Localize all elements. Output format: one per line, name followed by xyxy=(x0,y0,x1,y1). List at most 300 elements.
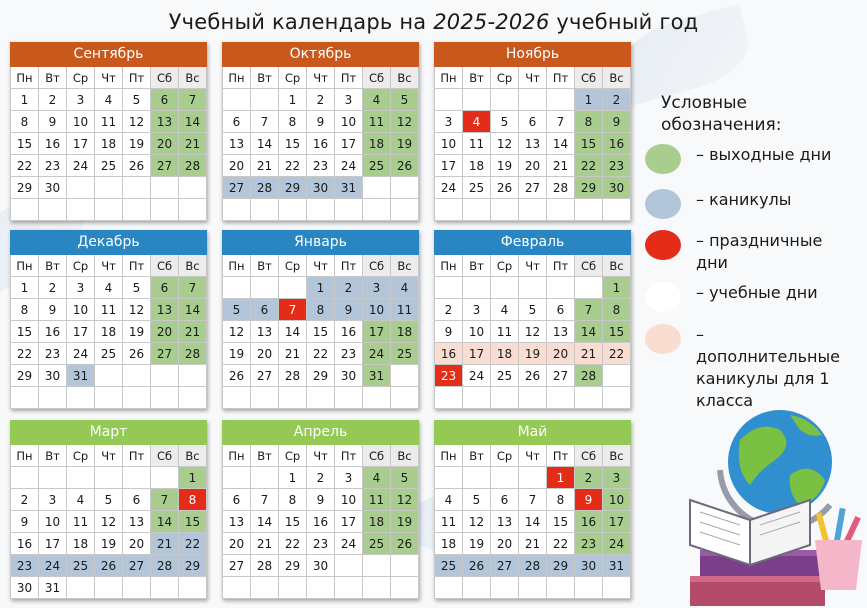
empty-cell xyxy=(463,89,491,111)
day-cell: 26 xyxy=(95,555,123,577)
empty-cell xyxy=(519,577,547,599)
day-cell: 23 xyxy=(307,533,335,555)
day-cell: 24 xyxy=(67,343,95,365)
day-cell: 25 xyxy=(363,155,391,177)
weekday-header: Чт xyxy=(307,67,335,89)
day-cell: 20 xyxy=(223,155,251,177)
day-cell: 22 xyxy=(603,343,631,365)
day-cell: 5 xyxy=(519,299,547,321)
day-cell: 23 xyxy=(603,155,631,177)
day-cell: 30 xyxy=(39,365,67,387)
month-4 xyxy=(10,230,207,409)
empty-cell xyxy=(391,177,419,199)
day-cell: 26 xyxy=(123,155,151,177)
empty-cell xyxy=(251,387,279,409)
legend-title: Условные обозначения: xyxy=(661,93,782,135)
day-cell: 30 xyxy=(575,555,603,577)
day-cell: 29 xyxy=(11,365,39,387)
empty-cell xyxy=(39,199,67,221)
empty-cell xyxy=(123,467,151,489)
day-cell: 14 xyxy=(279,321,307,343)
weekday-header: Вт xyxy=(39,255,67,277)
day-cell: 6 xyxy=(251,299,279,321)
day-cell: 18 xyxy=(363,511,391,533)
title-suffix: учебный год xyxy=(556,10,699,34)
day-cell: 16 xyxy=(335,321,363,343)
day-cell: 5 xyxy=(95,489,123,511)
day-cell: 5 xyxy=(491,111,519,133)
weekday-header: Вт xyxy=(463,255,491,277)
empty-cell xyxy=(123,177,151,199)
day-cell: 7 xyxy=(279,299,307,321)
day-cell: 27 xyxy=(151,155,179,177)
empty-cell xyxy=(279,199,307,221)
day-cell: 10 xyxy=(603,489,631,511)
empty-cell xyxy=(363,387,391,409)
empty-cell xyxy=(95,177,123,199)
day-cell: 22 xyxy=(279,533,307,555)
day-cell: 6 xyxy=(151,89,179,111)
empty-cell xyxy=(547,277,575,299)
day-cell: 1 xyxy=(547,467,575,489)
day-cell: 14 xyxy=(151,511,179,533)
day-cell: 11 xyxy=(363,111,391,133)
day-cell: 22 xyxy=(547,533,575,555)
day-cell: 7 xyxy=(251,111,279,133)
day-cell: 28 xyxy=(575,365,603,387)
day-cell: 8 xyxy=(279,489,307,511)
weekday-header: Сб xyxy=(363,255,391,277)
day-cell: 26 xyxy=(491,177,519,199)
weekday-header: Ср xyxy=(491,67,519,89)
day-cell: 3 xyxy=(363,277,391,299)
weekday-header: Вс xyxy=(603,67,631,89)
day-cell: 19 xyxy=(491,155,519,177)
day-cell: 18 xyxy=(95,133,123,155)
day-cell: 10 xyxy=(335,111,363,133)
day-cell: 22 xyxy=(179,533,207,555)
day-cell: 25 xyxy=(463,177,491,199)
empty-cell xyxy=(67,387,95,409)
day-cell: 22 xyxy=(11,343,39,365)
empty-cell xyxy=(279,387,307,409)
title-years: 2025-2026 xyxy=(433,10,550,34)
day-cell: 4 xyxy=(391,277,419,299)
day-cell: 31 xyxy=(603,555,631,577)
day-cell: 28 xyxy=(179,343,207,365)
day-cell: 1 xyxy=(11,89,39,111)
weekday-header: Сб xyxy=(363,445,391,467)
empty-cell xyxy=(223,577,251,599)
weekday-header: Вт xyxy=(463,445,491,467)
day-cell: 6 xyxy=(519,111,547,133)
empty-cell xyxy=(491,387,519,409)
day-cell: 12 xyxy=(391,489,419,511)
empty-cell xyxy=(547,577,575,599)
day-cell: 12 xyxy=(223,321,251,343)
day-cell: 15 xyxy=(547,511,575,533)
day-cell: 18 xyxy=(363,133,391,155)
empty-cell xyxy=(575,387,603,409)
day-cell: 20 xyxy=(223,533,251,555)
empty-cell xyxy=(95,199,123,221)
weekday-header: Вс xyxy=(179,67,207,89)
weekday-header: Чт xyxy=(519,67,547,89)
day-cell: 4 xyxy=(435,489,463,511)
day-cell: 2 xyxy=(11,489,39,511)
weekday-header: Сб xyxy=(363,67,391,89)
day-cell: 23 xyxy=(11,555,39,577)
weekday-header: Пт xyxy=(123,255,151,277)
month-header: Март xyxy=(10,420,207,445)
day-cell: 29 xyxy=(279,555,307,577)
day-cell: 27 xyxy=(223,555,251,577)
day-cell: 29 xyxy=(11,177,39,199)
weekday-header: Вт xyxy=(251,255,279,277)
day-cell: 22 xyxy=(11,155,39,177)
empty-cell xyxy=(491,277,519,299)
weekday-header: Ср xyxy=(491,255,519,277)
month-header: Сентябрь xyxy=(10,42,207,67)
day-cell: 21 xyxy=(519,533,547,555)
empty-cell xyxy=(279,277,307,299)
empty-cell xyxy=(67,177,95,199)
day-cell: 29 xyxy=(547,555,575,577)
day-cell: 25 xyxy=(491,365,519,387)
weekday-header: Пт xyxy=(547,445,575,467)
day-cell: 10 xyxy=(335,489,363,511)
empty-cell xyxy=(575,577,603,599)
day-cell: 4 xyxy=(95,277,123,299)
empty-cell xyxy=(603,199,631,221)
day-cell: 9 xyxy=(39,111,67,133)
empty-cell xyxy=(123,365,151,387)
day-cell: 27 xyxy=(223,177,251,199)
day-cell: 16 xyxy=(39,321,67,343)
day-cell: 29 xyxy=(307,365,335,387)
legend-label: – дополнительные каникулы для 1 класса xyxy=(696,325,840,410)
month-header: Май xyxy=(434,420,631,445)
day-cell: 10 xyxy=(67,111,95,133)
month-days-grid xyxy=(434,67,631,221)
day-cell: 29 xyxy=(575,177,603,199)
day-cell: 30 xyxy=(11,577,39,599)
day-cell: 15 xyxy=(11,133,39,155)
legend-swatch-study xyxy=(645,282,681,312)
weekday-header: Вс xyxy=(603,255,631,277)
day-cell: 16 xyxy=(11,533,39,555)
empty-cell xyxy=(307,199,335,221)
day-cell: 23 xyxy=(335,343,363,365)
day-cell: 2 xyxy=(307,89,335,111)
day-cell: 14 xyxy=(575,321,603,343)
weekday-header: Пн xyxy=(11,445,39,467)
day-cell: 1 xyxy=(179,467,207,489)
day-cell: 13 xyxy=(151,299,179,321)
day-cell: 24 xyxy=(335,155,363,177)
day-cell: 2 xyxy=(39,277,67,299)
day-cell: 11 xyxy=(435,511,463,533)
day-cell: 8 xyxy=(575,111,603,133)
day-cell: 14 xyxy=(251,511,279,533)
day-cell: 28 xyxy=(179,155,207,177)
weekday-header: Пт xyxy=(547,255,575,277)
empty-cell xyxy=(223,277,251,299)
day-cell: 2 xyxy=(307,467,335,489)
day-cell: 12 xyxy=(123,111,151,133)
day-cell: 3 xyxy=(335,89,363,111)
day-cell: 20 xyxy=(151,133,179,155)
empty-cell xyxy=(391,365,419,387)
day-cell: 10 xyxy=(39,511,67,533)
weekday-header: Вс xyxy=(391,255,419,277)
day-cell: 30 xyxy=(335,365,363,387)
day-cell: 8 xyxy=(307,299,335,321)
day-cell: 7 xyxy=(251,489,279,511)
day-cell: 30 xyxy=(39,177,67,199)
empty-cell xyxy=(391,199,419,221)
day-cell: 11 xyxy=(363,489,391,511)
empty-cell xyxy=(435,277,463,299)
empty-cell xyxy=(435,89,463,111)
day-cell: 6 xyxy=(547,299,575,321)
day-cell: 24 xyxy=(603,533,631,555)
empty-cell xyxy=(363,577,391,599)
empty-cell xyxy=(463,577,491,599)
day-cell: 20 xyxy=(251,343,279,365)
empty-cell xyxy=(391,555,419,577)
day-cell: 6 xyxy=(223,111,251,133)
day-cell: 16 xyxy=(435,343,463,365)
empty-cell xyxy=(603,577,631,599)
legend-item-study xyxy=(645,282,865,312)
day-cell: 19 xyxy=(123,321,151,343)
day-cell: 25 xyxy=(95,343,123,365)
empty-cell xyxy=(11,467,39,489)
day-cell: 29 xyxy=(279,177,307,199)
day-cell: 26 xyxy=(391,155,419,177)
empty-cell xyxy=(123,387,151,409)
weekday-header: Сб xyxy=(575,67,603,89)
empty-cell xyxy=(519,199,547,221)
empty-cell xyxy=(335,555,363,577)
month-1 xyxy=(10,42,207,221)
day-cell: 25 xyxy=(435,555,463,577)
empty-cell xyxy=(519,387,547,409)
weekday-header: Пн xyxy=(435,445,463,467)
day-cell: 2 xyxy=(335,277,363,299)
day-cell: 25 xyxy=(67,555,95,577)
day-cell: 15 xyxy=(279,511,307,533)
empty-cell xyxy=(179,199,207,221)
weekday-header: Вт xyxy=(39,445,67,467)
weekday-header: Сб xyxy=(151,445,179,467)
month-days-grid xyxy=(434,255,631,409)
empty-cell xyxy=(151,467,179,489)
empty-cell xyxy=(307,387,335,409)
day-cell: 3 xyxy=(67,277,95,299)
weekday-header: Пн xyxy=(435,255,463,277)
day-cell: 7 xyxy=(575,299,603,321)
day-cell: 11 xyxy=(463,133,491,155)
day-cell: 3 xyxy=(67,89,95,111)
day-cell: 21 xyxy=(547,155,575,177)
day-cell: 20 xyxy=(547,343,575,365)
day-cell: 6 xyxy=(123,489,151,511)
day-cell: 27 xyxy=(251,365,279,387)
day-cell: 9 xyxy=(11,511,39,533)
school-illustration xyxy=(640,400,867,608)
title-text: Учебный календарь на xyxy=(168,10,427,34)
day-cell: 8 xyxy=(11,111,39,133)
day-cell: 3 xyxy=(435,111,463,133)
empty-cell xyxy=(463,467,491,489)
day-cell: 20 xyxy=(151,321,179,343)
day-cell: 3 xyxy=(603,467,631,489)
empty-cell xyxy=(223,199,251,221)
day-cell: 15 xyxy=(575,133,603,155)
weekday-header: Ср xyxy=(67,255,95,277)
day-cell: 24 xyxy=(463,365,491,387)
day-cell: 31 xyxy=(363,365,391,387)
weekday-header: Ср xyxy=(279,255,307,277)
empty-cell xyxy=(575,199,603,221)
month-header: Ноябрь xyxy=(434,42,631,67)
day-cell: 15 xyxy=(11,321,39,343)
legend-label: – учебные дни xyxy=(696,283,818,302)
day-cell: 27 xyxy=(519,177,547,199)
empty-cell xyxy=(179,365,207,387)
day-cell: 22 xyxy=(307,343,335,365)
empty-cell xyxy=(151,387,179,409)
day-cell: 14 xyxy=(251,133,279,155)
weekday-header: Вт xyxy=(463,67,491,89)
empty-cell xyxy=(519,89,547,111)
empty-cell xyxy=(603,365,631,387)
weekday-header: Пн xyxy=(223,445,251,467)
day-cell: 17 xyxy=(363,321,391,343)
empty-cell xyxy=(251,199,279,221)
day-cell: 25 xyxy=(363,533,391,555)
weekday-header: Вс xyxy=(179,445,207,467)
empty-cell xyxy=(435,387,463,409)
empty-cell xyxy=(95,365,123,387)
month-header: Апрель xyxy=(222,420,419,445)
day-cell: 28 xyxy=(251,177,279,199)
day-cell: 10 xyxy=(67,299,95,321)
empty-cell xyxy=(279,577,307,599)
day-cell: 13 xyxy=(491,511,519,533)
day-cell: 21 xyxy=(279,343,307,365)
day-cell: 4 xyxy=(491,299,519,321)
day-cell: 11 xyxy=(491,321,519,343)
empty-cell xyxy=(363,177,391,199)
legend-swatch-vacation xyxy=(645,189,681,219)
day-cell: 6 xyxy=(223,489,251,511)
day-cell: 31 xyxy=(39,577,67,599)
day-cell: 11 xyxy=(95,111,123,133)
day-cell: 1 xyxy=(279,467,307,489)
day-cell: 22 xyxy=(279,155,307,177)
day-cell: 15 xyxy=(603,321,631,343)
empty-cell xyxy=(519,277,547,299)
day-cell: 9 xyxy=(335,299,363,321)
day-cell: 7 xyxy=(179,277,207,299)
day-cell: 4 xyxy=(363,467,391,489)
day-cell: 5 xyxy=(123,89,151,111)
empty-cell xyxy=(179,177,207,199)
legend-item-extra xyxy=(645,324,865,412)
weekday-header: Сб xyxy=(151,67,179,89)
weekday-header: Сб xyxy=(575,255,603,277)
empty-cell xyxy=(39,387,67,409)
day-cell: 14 xyxy=(547,133,575,155)
day-cell: 30 xyxy=(307,555,335,577)
empty-cell xyxy=(363,555,391,577)
weekday-header: Ср xyxy=(67,67,95,89)
day-cell: 18 xyxy=(391,321,419,343)
day-cell: 26 xyxy=(123,343,151,365)
weekday-header: Пн xyxy=(11,255,39,277)
empty-cell xyxy=(491,577,519,599)
empty-cell xyxy=(603,387,631,409)
month-header: Январь xyxy=(222,230,419,255)
day-cell: 9 xyxy=(435,321,463,343)
day-cell: 27 xyxy=(491,555,519,577)
day-cell: 1 xyxy=(575,89,603,111)
day-cell: 26 xyxy=(463,555,491,577)
day-cell: 20 xyxy=(519,155,547,177)
day-cell: 18 xyxy=(491,343,519,365)
month-days-grid xyxy=(10,445,207,599)
empty-cell xyxy=(547,199,575,221)
month-days-grid xyxy=(222,445,419,599)
day-cell: 14 xyxy=(179,299,207,321)
empty-cell xyxy=(307,577,335,599)
day-cell: 12 xyxy=(463,511,491,533)
day-cell: 14 xyxy=(179,111,207,133)
empty-cell xyxy=(491,199,519,221)
empty-cell xyxy=(95,577,123,599)
day-cell: 11 xyxy=(67,511,95,533)
day-cell: 1 xyxy=(603,277,631,299)
day-cell: 17 xyxy=(67,133,95,155)
pencil-cup-icon xyxy=(815,508,862,590)
day-cell: 13 xyxy=(223,133,251,155)
day-cell: 27 xyxy=(123,555,151,577)
day-cell: 27 xyxy=(547,365,575,387)
day-cell: 8 xyxy=(279,111,307,133)
day-cell: 19 xyxy=(123,133,151,155)
empty-cell xyxy=(11,387,39,409)
empty-cell xyxy=(95,467,123,489)
weekday-header: Ср xyxy=(279,67,307,89)
month-days-grid xyxy=(222,67,419,221)
day-cell: 13 xyxy=(251,321,279,343)
empty-cell xyxy=(223,89,251,111)
day-cell: 19 xyxy=(391,133,419,155)
day-cell: 7 xyxy=(151,489,179,511)
day-cell: 16 xyxy=(603,133,631,155)
empty-cell xyxy=(151,199,179,221)
day-cell: 5 xyxy=(391,89,419,111)
day-cell: 21 xyxy=(179,321,207,343)
day-cell: 13 xyxy=(223,511,251,533)
weekday-header: Вт xyxy=(251,67,279,89)
empty-cell xyxy=(223,387,251,409)
empty-cell xyxy=(491,89,519,111)
day-cell: 23 xyxy=(307,155,335,177)
